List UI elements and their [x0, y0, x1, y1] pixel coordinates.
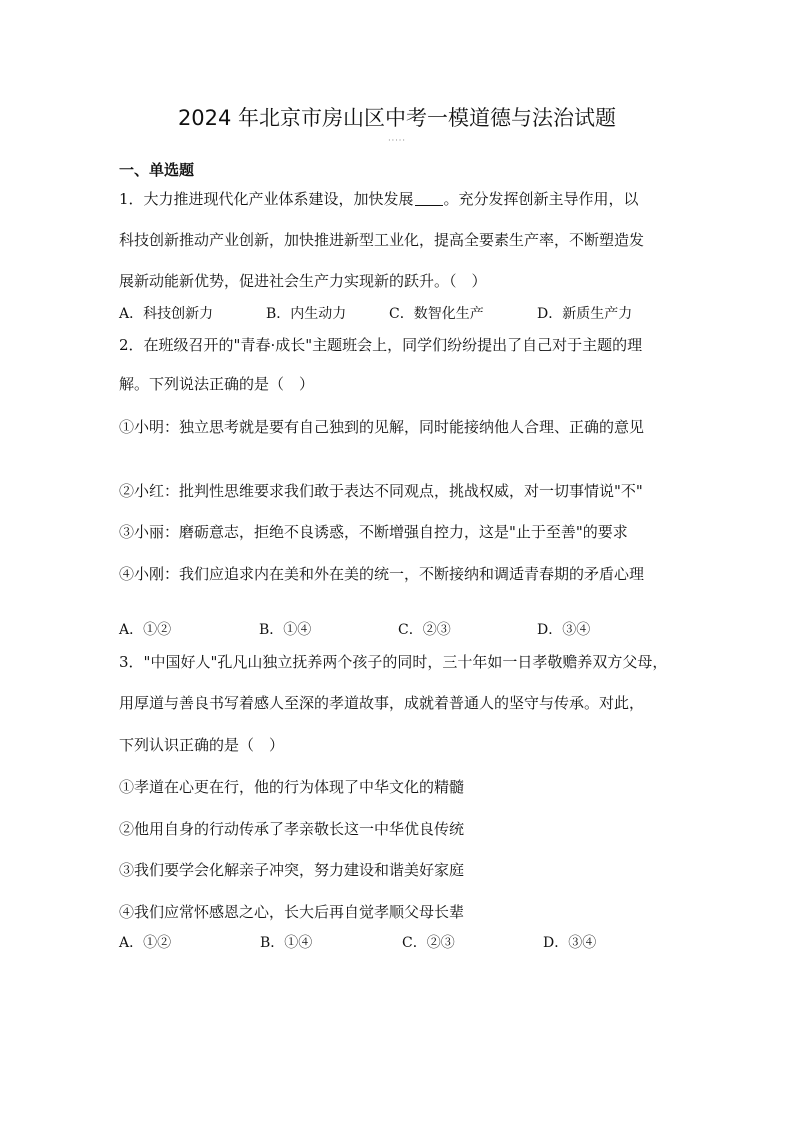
q1-line-3: 展新动能新优势，促进社会生产力实现新的跃升。（ ） [119, 272, 487, 290]
q1-text-a: 1．大力推进现代化产业体系建设，加快发展 [119, 190, 414, 208]
q3-option-d: D．③④ [543, 935, 597, 951]
q1-options [119, 303, 719, 325]
page-title: 2024 年北京市房山区中考一模道德与法治试题 [177, 106, 617, 130]
q3-statement-2: ②他用自身的行动传承了孝亲敬长这一中华优良传统 [119, 820, 465, 838]
q1-option-a: A．科技创新力 [119, 306, 214, 322]
q2-options [119, 619, 719, 641]
q2-statement-1: ①小明：独立思考就是要有自己独到的见解，同时能接纳他人合理、正确的意见 [119, 418, 645, 436]
q3-line-2: 用厚道与善良书写着感人至深的孝道故事，成就着普通人的坚守与传承。对此， [119, 694, 645, 712]
q2-option-c: C．②③ [398, 622, 451, 638]
q3-statement-1: ①孝道在心更在行，他的行为体现了中华文化的精髓 [119, 778, 465, 796]
q3-line-3: 下列认识正确的是（ ） [119, 736, 285, 754]
q2-line-2: 解。下列说法正确的是（ ） [119, 375, 315, 393]
q1-text-b: 。充分发挥创新主导作用，以 [443, 190, 639, 208]
q1-line-1 [119, 188, 639, 210]
q2-line-1: 2．在班级召开的"青春·成长"主题班会上，同学们纷纷提出了自己对于主题的理 [119, 336, 643, 354]
q1-option-c: C．数智化生产 [389, 306, 484, 322]
q3-option-c: C．②③ [402, 935, 455, 951]
q3-option-b: B．①④ [260, 935, 313, 951]
q2-statement-2: ②小红：批判性思维要求我们敢于表达不同观点，挑战权威，对一切事情说"不" [119, 482, 643, 500]
q3-options [119, 932, 719, 954]
q3-statement-3: ③我们要学会化解亲子冲突，努力建设和谐美好家庭 [119, 861, 465, 879]
q2-statement-3: ③小丽：磨砺意志，拒绝不良诱惑，不断增强自控力，这是"止于至善"的要求 [119, 523, 628, 541]
q1-option-b: B．内生动力 [266, 306, 347, 322]
q2-statement-4: ④小刚：我们应追求内在美和外在美的统一，不断接纳和调适青春期的矛盾心理 [119, 565, 645, 583]
q1-option-d: D．新质生产力 [537, 306, 633, 322]
q1-blank [415, 189, 443, 206]
q3-option-a: A．①② [119, 935, 172, 951]
q2-option-a: A．①② [119, 622, 172, 638]
title-dots: ····· [388, 136, 406, 145]
q3-line-1: 3．"中国好人"孔凡山独立抚养两个孩子的同时，三十年如一日孝敬赡养双方父母， [119, 653, 668, 671]
q2-option-b: B．①④ [259, 622, 312, 638]
section-heading: 一、单选题 [119, 161, 195, 179]
q1-line-2: 科技创新推动产业创新，加快推进新型工业化，提高全要素生产率，不断塑造发 [119, 231, 645, 249]
q3-statement-4: ④我们应常怀感恩之心，长大后再自觉孝顺父母长辈 [119, 903, 465, 921]
q2-option-d: D．③④ [537, 622, 591, 638]
